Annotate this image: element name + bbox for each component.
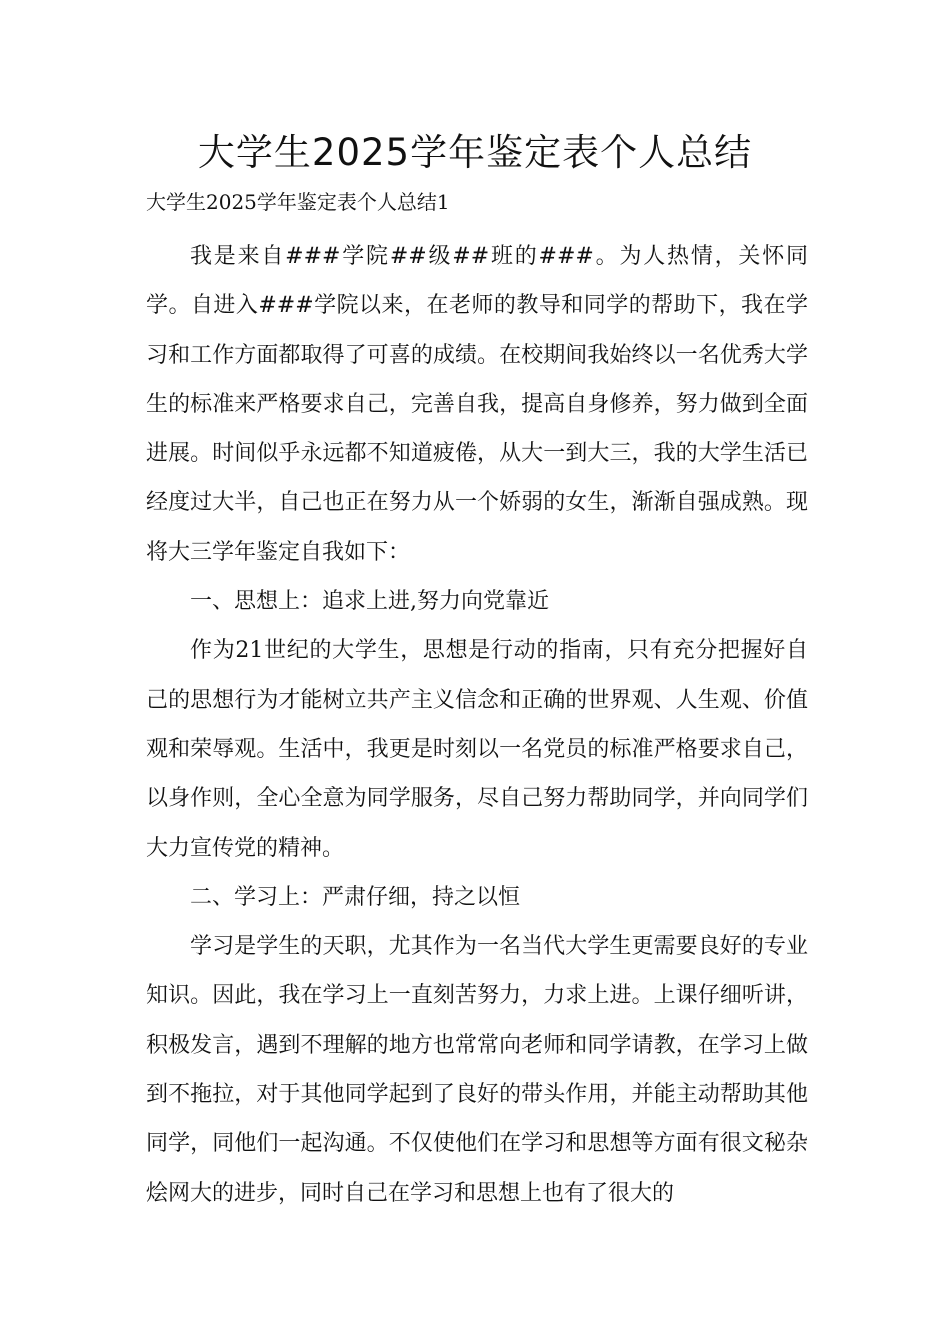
document-title: 大学生2025学年鉴定表个人总结 [197,131,753,174]
paragraph-study: 学习是学生的天职，尤其作为一名当代大学生更需要良好的专业知识。因此，我在学习上一直刻苦努力，力求上进。上课仔细听讲，积极发言，遇到不理解的地方也常常向老师和同学请教，在学习上做到不拖拉，对于其他同学起到了良好的带头作用，并能主动帮助其他同学，同他们一起沟通。不仅使他们在学习和思想等方面有很文秘杂烩网大的进步，同时自己在学习和思想上也有了很大的 [146,934,808,1206]
section-heading-thought: 一、思想上：追求上进,努力向党靠近 [190,589,549,615]
paragraph-thought: 作为21世纪的大学生，思想是行动的指南，只有充分把握好自己的思想行为才能树立共产主义信念和正确的世界观、人生观、价值观和荣辱观。生活中，我更是时刻以一名党员的标准严格要求自己，以身作则，全心全意为同学服务，尽自己努力帮助同学，并向同学们大力宣传党的精神。 [146,638,808,861]
paragraph-intro: 我是来自###学院##级##班的###。为人热情，关怀同学。自进入###学院以来，在老师的教导和同学的帮助下，我在学习和工作方面都取得了可喜的成绩。在校期间我始终以一名优秀大学生的标准来严格要求自己，完善自我，提高自身修养，努力做到全面进展。时间似乎永远都不知道疲倦，从大一到大三，我的大学生活已经度过大半，自己也正在努力从一个娇弱的女生，渐渐自强成熟。现将大三学年鉴定自我如下： [146,244,808,565]
document-body [146,232,808,1218]
document-subtitle: 大学生2025学年鉴定表个人总结1 [146,190,450,214]
section-heading-study: 二、学习上：严肃仔细，持之以恒 [190,884,521,910]
